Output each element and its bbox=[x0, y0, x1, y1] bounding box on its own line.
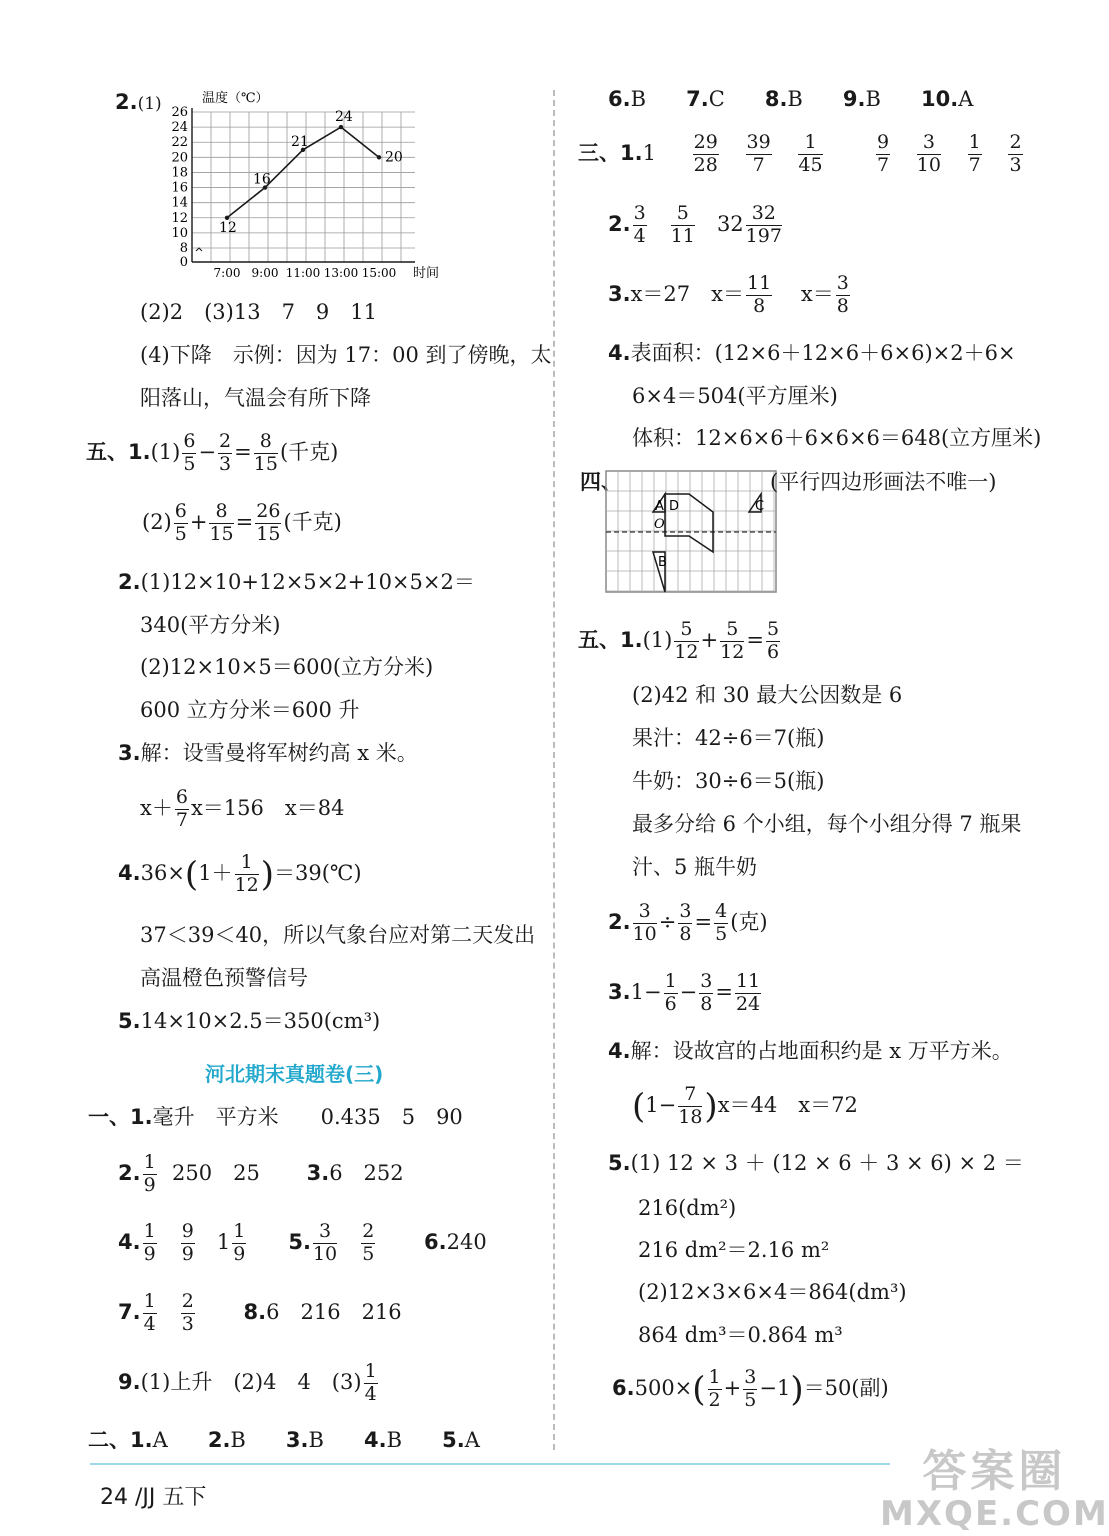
axis-break bbox=[196, 248, 202, 251]
s1-q1: 一、1.毫升 平方米 0.435 5 90 bbox=[88, 1105, 463, 1129]
r-s5-q1-a: 五、1.(1) $\frac{5}{12}$ + $\frac{5}{12}$ = $\frac{5}{6}$ bbox=[578, 618, 780, 663]
s5-q1-1: 五、1.(1) $\frac{6}{5}$ − $\frac{2}{3}$ = $\frac{8}{15}$ (千克) bbox=[86, 430, 339, 475]
s2-answers: 二、1.A 2.B 3.B 4.B 5.A bbox=[88, 1428, 480, 1452]
q2-part4b: 阳落山，气温会有所下降 bbox=[140, 386, 371, 410]
r-s5-q5-a: 5.(1) 12 × 3 ＋ (12 × 6 ＋ 3 × 6) × 2 ＝ bbox=[608, 1151, 1024, 1175]
r-s5-q1-f: 汁、5 瓶牛奶 bbox=[632, 855, 758, 879]
r-s5-q1-b: (2)42 和 30 最大公因数是 6 bbox=[632, 683, 903, 707]
r-s5-q4-b: (1− $\frac{7}{18}$ )x＝44 x＝72 bbox=[632, 1083, 858, 1128]
label-b: B bbox=[658, 555, 667, 570]
temperature-line-chart bbox=[165, 90, 445, 290]
q2-header: 2.(1) bbox=[115, 90, 162, 114]
exam-title: 河北期末真题卷(三) bbox=[205, 1062, 384, 1086]
r-s3-q1: 三、1.1 $\frac{29}{28}$ $\frac{39}{7}$ $\frac{1}{45}$ $\frac{9}{7}$ $\frac{3}{10}$ $\frac{1}{7}$ $\frac{2}{3}$ bbox=[578, 131, 1022, 176]
s5-q1-2: (2) $\frac{6}{5}$ + $\frac{8}{15}$ = $\frac{26}{15}$ (千克) bbox=[142, 500, 342, 545]
page-footer: 24 /JJ 五下 bbox=[100, 1485, 207, 1510]
label-c: C bbox=[755, 499, 765, 514]
data-point bbox=[377, 155, 381, 159]
s5-q2-b: 340(平方分米) bbox=[140, 613, 281, 637]
chart-title: 温度（℃） bbox=[202, 91, 269, 106]
r-s3-q4-b: 6×4＝504(平方厘米) bbox=[632, 384, 838, 408]
s5-q4-c: 高温橙色预警信号 bbox=[140, 966, 308, 990]
s5-q4-b: 37＜39＜40，所以气象台应对第二天发出 bbox=[140, 923, 536, 947]
q2-part2: (2)2 (3)13 7 9 11 bbox=[140, 300, 378, 324]
s5-q2-a: 2.(1)12×10+12×5×2+10×5×2＝ bbox=[118, 570, 475, 594]
s1-q9: 9.(1)上升 (2)4 4 (3) $\frac{1}{4}$ bbox=[118, 1360, 377, 1405]
watermark: 答案圈 MXQE.COM bbox=[880, 1446, 1109, 1535]
r-s4-note: (平行四边形画法不唯一) bbox=[770, 470, 997, 494]
y-tick-label: 12 bbox=[171, 210, 188, 226]
y-tick-label: 16 bbox=[171, 180, 188, 196]
x-tick-label: 13:00 bbox=[323, 266, 359, 280]
r-s5-q2: 2. $\frac{3}{10}$ ÷ $\frac{3}{8}$ = $\frac{4}{5}$ (克) bbox=[608, 900, 768, 945]
r-s5-q5-b: 216(dm²) bbox=[638, 1196, 737, 1220]
label-d: D bbox=[669, 499, 680, 514]
y-tick-label: 22 bbox=[171, 135, 188, 151]
r-s3-q4-c: 体积：12×6×6＋6×6×6＝648(立方厘米) bbox=[632, 426, 1042, 450]
y-tick-label: 18 bbox=[171, 165, 188, 181]
r-s5-q4-a: 4.解：设故宫的占地面积约是 x 万平方米。 bbox=[608, 1039, 1013, 1063]
label-o: O bbox=[654, 517, 665, 532]
y-tick-label: 0 bbox=[179, 255, 188, 270]
r-s5-q6: 6.500×( $\frac{1}{2}$ + $\frac{3}{5}$ −1)＝50(副) bbox=[612, 1366, 889, 1411]
r-s3-q2: 2. $\frac{3}{4}$ $\frac{5}{11}$ 32 $\frac{32}{197}$ bbox=[608, 202, 782, 247]
y-tick-label: 8 bbox=[179, 241, 188, 256]
chart-axes bbox=[192, 108, 415, 262]
x-tick-label: 15:00 bbox=[361, 266, 397, 280]
s5-q3-b: x＋ $\frac{6}{7}$ x＝156 x＝84 bbox=[140, 786, 345, 831]
x-tick-label: 11:00 bbox=[285, 266, 321, 280]
y-tick-labels bbox=[171, 105, 188, 270]
x-tick-labels bbox=[214, 266, 397, 280]
s4-grid-figure bbox=[605, 470, 777, 594]
s5-q3-a: 3.解：设雪曼将军树约高 x 米。 bbox=[118, 741, 418, 765]
x-tick-label: 7:00 bbox=[213, 266, 241, 280]
y-tick-label: 10 bbox=[171, 225, 188, 241]
data-point bbox=[339, 125, 343, 129]
footer-rule bbox=[90, 1463, 890, 1465]
r-s5-q5-c: 216 dm²＝2.16 m² bbox=[638, 1238, 830, 1262]
r-s4-label: 四、 bbox=[580, 470, 622, 494]
s5-q5: 5.14×10×2.5＝350(cm³) bbox=[118, 1009, 381, 1033]
y-tick-label: 14 bbox=[171, 195, 188, 211]
y-tick-label: 24 bbox=[171, 120, 188, 136]
r-s3-q3: 3.x＝27 x＝ $\frac{11}{8}$ x＝ $\frac{3}{8}$ bbox=[608, 272, 849, 317]
r-s3-q4-a: 4.表面积：(12×6＋12×6＋6×6)×2＋6× bbox=[608, 341, 1016, 365]
y-tick-label: 26 bbox=[171, 105, 188, 120]
r-s5-q1-e: 最多分给 6 个小组，每个小组分得 7 瓶果 bbox=[632, 812, 1022, 836]
r-s5-q3: 3.1− $\frac{1}{6}$ − $\frac{3}{8}$ = $\frac{11}{24}$ bbox=[608, 970, 761, 1015]
s1-q2-q3: 2. $\frac{1}{9}$ 250 25 3.6 252 bbox=[118, 1151, 404, 1196]
data-label: 20 bbox=[385, 149, 403, 166]
label-a: A bbox=[655, 499, 664, 514]
q2-part4a: (4)下降 示例：因为 17：00 到了傍晚，太 bbox=[140, 343, 552, 367]
r-top-answers: 6.B 7.C 8.B 9.B 10.A bbox=[608, 87, 974, 111]
data-label: 12 bbox=[219, 219, 237, 236]
r-s5-q1-d: 牛奶：30÷6＝5(瓶) bbox=[632, 769, 825, 793]
column-divider bbox=[553, 90, 555, 1450]
y-tick-label: 20 bbox=[171, 150, 188, 166]
r-s5-q5-d: (2)12×3×6×4＝864(dm³) bbox=[638, 1280, 907, 1304]
s1-q7-q8: 7. $\frac{1}{4}$ $\frac{2}{3}$ 8.6 216 216 bbox=[118, 1290, 402, 1335]
s5-q2-d: 600 立方分米＝600 升 bbox=[140, 698, 360, 722]
data-label: 21 bbox=[291, 133, 309, 150]
r-s5-q1-c: 果汁：42÷6＝7(瓶) bbox=[632, 726, 825, 750]
s5-q2-c: (2)12×10×5＝600(立方分米) bbox=[140, 655, 434, 679]
x-tick-label: 9:00 bbox=[251, 266, 279, 280]
s1-q4-q6: 4. $\frac{1}{9}$ $\frac{9}{9}$ 1 $\frac{1}{9}$ 5. $\frac{3}{10}$ $\frac{2}{5}$ 6.240 bbox=[118, 1220, 487, 1265]
r-s5-q5-e: 864 dm³＝0.864 m³ bbox=[638, 1323, 843, 1347]
data-label: 16 bbox=[253, 171, 271, 188]
s5-q4-a: 4.36×(1＋ $\frac{1}{12}$ )＝39(℃) bbox=[118, 851, 362, 896]
data-label: 24 bbox=[335, 109, 353, 126]
x-axis-label: 时间 bbox=[413, 266, 440, 281]
